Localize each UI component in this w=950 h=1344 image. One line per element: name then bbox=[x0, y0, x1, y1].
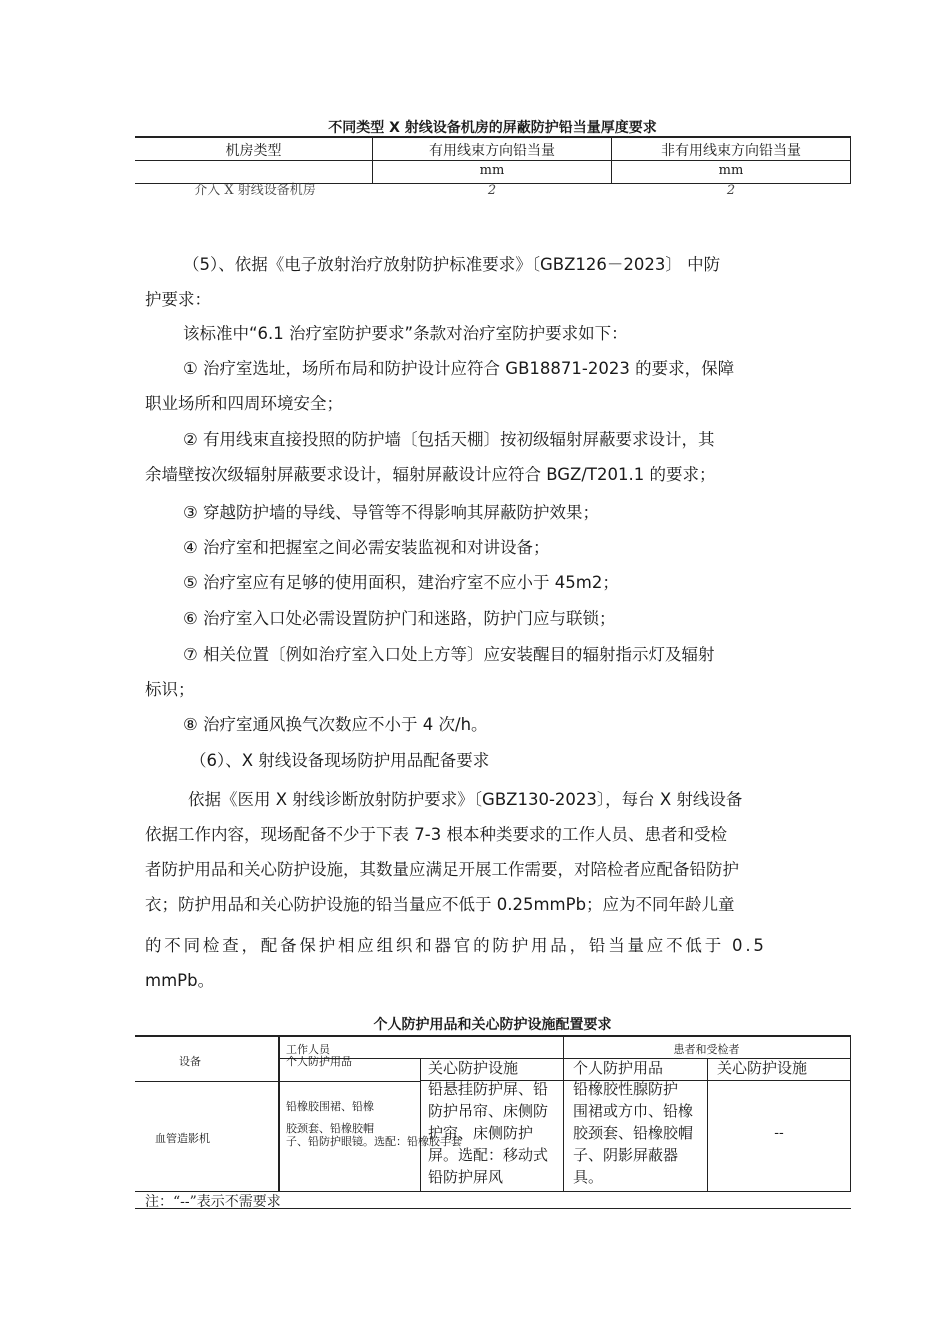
table2-patient-aux-header: 关心防护设施 bbox=[717, 1059, 808, 1077]
table2-staff-personal-2: 胶颈套、铅橡胶帽 bbox=[286, 1122, 374, 1135]
table2-vline-1 bbox=[278, 1036, 280, 1192]
section5-line2: 护要求： bbox=[145, 290, 211, 309]
table1-header-room-type: 机房类型 bbox=[225, 143, 282, 159]
table1-vline-3 bbox=[850, 137, 851, 184]
table2-staff-aux-3: 护帘、床侧防护 bbox=[428, 1124, 534, 1142]
table2-patient-personal-2: 围裙或方巾、铅橡 bbox=[573, 1102, 694, 1120]
table2-top-rule bbox=[135, 1035, 851, 1037]
section6-line3: 者防护用品和关心防护设施，其数量应满足开展工作需要，对陪检者应配备铅防护 bbox=[145, 860, 739, 879]
table2-staff-aux-cell bbox=[428, 1078, 548, 1188]
table1-row-non-useful: 2 bbox=[726, 183, 736, 198]
item7-line2: 标识； bbox=[145, 680, 195, 699]
section6-line6: mmPb。 bbox=[145, 971, 215, 990]
table2-vline-2 bbox=[420, 1058, 421, 1192]
item1-line1: ① 治疗室选址，场所布局和防护设计应符合 GB18871-2023 的要求，保障 bbox=[183, 359, 735, 378]
table1-top-rule bbox=[135, 136, 851, 138]
section6-line1: 依据《医用 X 射线诊断放射防护要求》〔GBZ130-2023〕，每台 X 射线设备 bbox=[188, 790, 743, 809]
table2-note: 注：“--”表示不需要求 bbox=[145, 1194, 281, 1210]
table2-caption: 个人防护用品和关心防护设施配置要求 bbox=[373, 1017, 612, 1033]
table2-staff-personal-1: 铅橡胶围裙、铅橡 bbox=[286, 1100, 374, 1113]
table2-staff-personal-3: 子、铅防护眼镜。选配：铅橡胶手套 bbox=[286, 1135, 462, 1148]
table2-patient-aux-value: -- bbox=[774, 1125, 784, 1141]
table1-caption: 不同类型 X 射线设备机房的屏蔽防护铅当量厚度要求 bbox=[328, 120, 657, 136]
section5-line1: （5）、依据《电子放射治疗放射防护标准要求》〔GBZ126－2023〕 中防 bbox=[183, 255, 721, 274]
table2-staff-aux-4: 屏。选配：移动式 bbox=[428, 1146, 549, 1164]
table2-staff-header: 工作人员 bbox=[286, 1043, 330, 1056]
table2-patient-header: 患者和受检者 bbox=[673, 1043, 740, 1056]
table2-equipment-header: 设备 bbox=[179, 1055, 201, 1068]
item2-line1: ② 有用线束直接投照的防护墙〔包括天棚〕按初级辐射屏蔽要求设计，其 bbox=[183, 430, 715, 449]
table2-staff-aux-header: 关心防护设施 bbox=[428, 1059, 519, 1077]
item2-line2: 余墙壁按次级辐射屏蔽要求设计，辐射屏蔽设计应符合 BGZ/T201.1 的要求； bbox=[145, 465, 716, 484]
section5-intro: 该标准中“6.1 治疗室防护要求”条款对治疗室防护要求如下： bbox=[183, 324, 628, 343]
item3: ③ 穿越防护墙的导线、导管等不得影响其屏蔽防护效果； bbox=[183, 503, 600, 522]
table2-patient-personal-5: 具。 bbox=[573, 1168, 604, 1186]
item5: ⑤ 治疗室应有足够的使用面积，建治疗室不应小于 45m2； bbox=[183, 573, 619, 592]
section6-line5: 的不同检查，配备保护相应组织和器官的防护用品，铅当量应不低于 0.5 bbox=[145, 936, 767, 955]
table2-patient-personal-header: 个人防护用品 bbox=[573, 1059, 664, 1077]
table1-unit-non-useful: mm bbox=[718, 163, 744, 178]
item1-line2: 职业场所和四周环境安全； bbox=[145, 394, 343, 413]
section6-line4: 衣；防护用品和关心防护设施的铅当量应不低于 0.25mmPb；应为不同年龄儿童 bbox=[145, 895, 735, 914]
table1-unit-useful: mm bbox=[479, 163, 505, 178]
table1-row-type: 介入 X 射线设备机房 bbox=[194, 183, 316, 198]
table2-staff-personal-header: 个人防护用品 bbox=[286, 1055, 352, 1068]
table2-patient-personal-3: 胶颈套、铅橡胶帽 bbox=[573, 1124, 694, 1142]
table2-staff-aux-2: 防护吊帘、床侧防 bbox=[428, 1102, 549, 1120]
table2-patient-personal-1: 铅橡胶性腺防护 bbox=[573, 1080, 679, 1098]
table1-header-non-useful: 非有用线束方向铅当量 bbox=[661, 143, 801, 159]
table2-row-equipment: 血管造影机 bbox=[155, 1132, 210, 1145]
item8: ⑧ 治疗室通风换气次数应不小于 4 次/h。 bbox=[183, 715, 488, 734]
item7-line1: ⑦ 相关位置〔例如治疗室入口处上方等〕应安装醒目的辐射指示灯及辐射 bbox=[183, 645, 715, 664]
item4: ④ 治疗室和把握室之间必需安装监视和对讲设备； bbox=[183, 538, 550, 557]
table2-staff-aux-5: 铅防护屏风 bbox=[428, 1168, 504, 1186]
section6-line2: 依据工作内容，现场配备不少于下表 7-3 根本种类要求的工作人员、患者和受检 bbox=[145, 825, 727, 844]
table2-vline-3 bbox=[563, 1036, 564, 1192]
item6: ⑥ 治疗室入口处必需设置防护门和迷路，防护门应与联锁； bbox=[183, 609, 616, 628]
table2-vline-5 bbox=[850, 1036, 851, 1192]
table1-row-useful: 2 bbox=[487, 183, 497, 198]
table2-patient-personal-4: 子、阴影屏蔽器 bbox=[573, 1146, 679, 1164]
table2-staff-aux-1: 铅悬挂防护屏、铅 bbox=[428, 1080, 549, 1098]
table1-header-useful: 有用线束方向铅当量 bbox=[429, 143, 555, 159]
table2-patient-personal-cell bbox=[573, 1078, 693, 1188]
table1-header-rule bbox=[135, 160, 851, 161]
section6-heading: （6）、X 射线设备现场防护用品配备要求 bbox=[190, 751, 490, 770]
